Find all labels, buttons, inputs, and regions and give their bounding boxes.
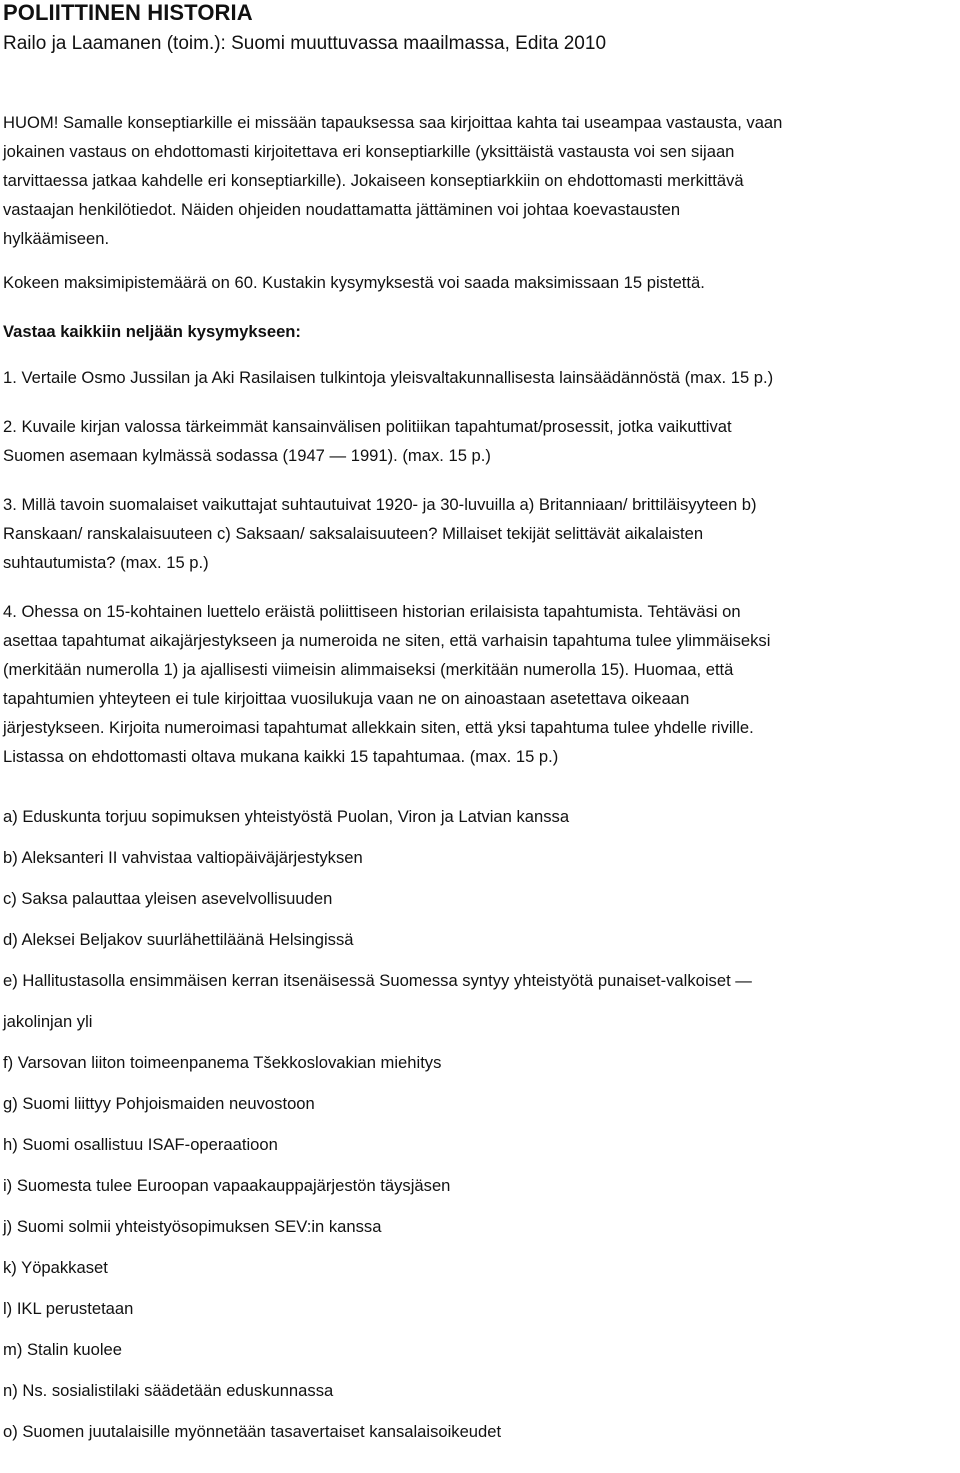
- question-line: Suomen asemaan kylmässä sodassa (1947 — 1991). (max. 15 p.): [3, 446, 491, 465]
- event-item: c) Saksa palauttaa yleisen asevelvollisuuden: [3, 889, 333, 908]
- event-item: m) Stalin kuolee: [3, 1340, 122, 1359]
- event-item: b) Aleksanteri II vahvistaa valtiopäiväjärjestyksen: [3, 848, 363, 867]
- question-line: 1. Vertaile Osmo Jussilan ja Aki Rasilaisen tulkintoja yleisvaltakunnallisesta lainsäädännöstä (max. 15 p.): [3, 368, 774, 387]
- note-text: Samalle konseptiarkille ei missään tapauksessa saa kirjoittaa kahta tai useampaa vastausta, vaan: [62, 113, 783, 132]
- max-points-text: Kokeen maksimipistemäärä on 60. Kustakin kysymyksestä voi saada maksimissaan 15 pistettä.: [3, 273, 705, 292]
- question-line: Listassa on ehdottomasti oltava mukana kaikki 15 tapahtumaa. (max. 15 p.): [3, 747, 559, 766]
- event-item: a) Eduskunta torjuu sopimuksen yhteistyöstä Puolan, Viron ja Latvian kanssa: [3, 807, 570, 826]
- event-item: n) Ns. sosialistilaki säädetään eduskunnassa: [3, 1381, 334, 1400]
- question-line: (merkitään numerolla 1) ja ajallisesti viimeisin alimmaiseksi (merkitään numerolla 15). Huomaa, että: [3, 660, 734, 679]
- event-item: f) Varsovan liiton toimeenpanema Tšekkoslovakian miehitys: [3, 1053, 442, 1072]
- event-item-continuation: jakolinjan yli: [3, 1012, 93, 1031]
- event-item: d) Aleksei Beljakov suurlähettiläänä Helsingissä: [3, 930, 354, 949]
- event-item: j) Suomi solmii yhteistyösopimuksen SEV:in kanssa: [3, 1217, 382, 1236]
- event-item: g) Suomi liittyy Pohjoismaiden neuvostoon: [3, 1094, 315, 1113]
- note-line: tarvittaessa jatkaa kahdelle eri konseptiarkille). Jokaiseen konseptiarkkiin on ehdottomasti merkittävä: [3, 171, 744, 190]
- question-3: [3, 490, 958, 577]
- event-item: l) IKL perustetaan: [3, 1299, 134, 1318]
- event-item: e) Hallitustasolla ensimmäisen kerran itsenäisessä Suomessa syntyy yhteistyötä punaiset-valkoiset —: [3, 971, 752, 990]
- question-1: [3, 363, 958, 392]
- document-page: [3, 0, 958, 1458]
- event-item: i) Suomesta tulee Euroopan vapaakauppajärjestön täysjäsen: [3, 1176, 451, 1195]
- event-list: [3, 802, 958, 1446]
- question-4: [3, 597, 958, 771]
- answer-all-heading: Vastaa kaikkiin neljään kysymykseen:: [3, 322, 301, 341]
- note-line: vastaajan henkilötiedot. Näiden ohjeiden noudattamatta jättäminen voi johtaa koevastausten: [3, 200, 681, 219]
- note-line: hylkäämiseen.: [3, 229, 110, 248]
- question-line: suhtautumista? (max. 15 p.): [3, 553, 209, 572]
- question-line: asettaa tapahtumat aikajärjestykseen ja numeroida ne siten, että varhaisin tapahtuma tulee ylimmäiseksi: [3, 631, 771, 650]
- question-line: Ranskaan/ ranskalaisuuteen c) Saksaan/ saksalaisuuteen? Millaiset tekijät selittävät aikalaisten: [3, 524, 704, 543]
- question-2: [3, 412, 958, 470]
- question-line: 3. Millä tavoin suomalaiset vaikuttajat suhtautuivat 1920- ja 30-luvuilla a) Britanniaan/ brittiläisyyteen b): [3, 495, 757, 514]
- question-line: järjestykseen. Kirjoita numeroimasi tapahtumat allekkain siten, että yksi tapahtuma tulee yhdelle riville.: [3, 718, 754, 737]
- question-line: tapahtumien yhteyteen ei tule kirjoittaa vuosilukuja vaan ne on ainoastaan asetettava oikeaan: [3, 689, 690, 708]
- note-label: HUOM!: [3, 113, 59, 132]
- question-line: 4. Ohessa on 15-kohtainen luettelo eräistä poliittiseen historian erilaisista tapahtumista. Tehtäväsi on: [3, 602, 741, 621]
- important-note: [3, 108, 958, 253]
- course-book-reference: Railo ja Laamanen (toim.): Suomi muuttuvassa maailmassa, Edita 2010: [3, 33, 607, 54]
- event-item: k) Yöpakkaset: [3, 1258, 108, 1277]
- event-item: o) Suomen juutalaisille myönnetään tasavertaiset kansalaisoikeudet: [3, 1422, 502, 1441]
- note-line: [3, 108, 958, 137]
- question-line: 2. Kuvaile kirjan valossa tärkeimmät kansainvälisen politiikan tapahtumat/prosessit, jotka vaikuttivat: [3, 417, 732, 436]
- page-title: POLIITTINEN HISTORIA: [3, 0, 253, 25]
- note-line: jokainen vastaus on ehdottomasti kirjoitettava eri konseptiarkille (yksittäistä vastausta voi sen sijaan: [3, 142, 735, 161]
- event-item: h) Suomi osallistuu ISAF-operaatioon: [3, 1135, 278, 1154]
